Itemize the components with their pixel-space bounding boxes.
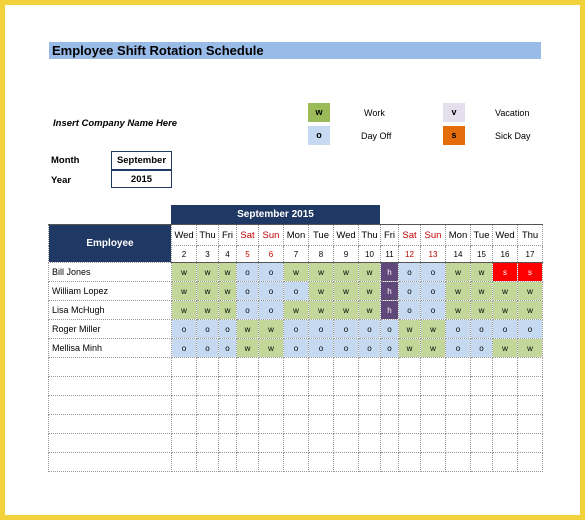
shift-cell[interactable]: o — [446, 339, 471, 358]
empty-cell[interactable] — [49, 358, 172, 377]
shift-cell[interactable]: w — [237, 320, 259, 339]
shift-cell[interactable]: o — [237, 282, 259, 301]
empty-cell[interactable] — [518, 434, 543, 453]
empty-cell[interactable] — [493, 396, 518, 415]
empty-cell[interactable] — [309, 396, 334, 415]
shift-cell[interactable]: o — [237, 301, 259, 320]
empty-cell[interactable] — [446, 434, 471, 453]
shift-cell[interactable]: o — [334, 339, 359, 358]
day-name: Mon — [284, 225, 309, 246]
empty-cell[interactable] — [309, 453, 334, 472]
empty-cell[interactable] — [493, 453, 518, 472]
legend-sick-swatch: s — [443, 126, 465, 145]
shift-cell[interactable]: w — [259, 339, 284, 358]
shift-cell[interactable]: w — [197, 263, 219, 282]
empty-cell[interactable] — [49, 415, 172, 434]
shift-cell[interactable]: o — [359, 320, 381, 339]
day-number: 4 — [219, 246, 237, 263]
day-number: 15 — [471, 246, 493, 263]
empty-cell[interactable] — [381, 377, 399, 396]
day-number: 6 — [259, 246, 284, 263]
day-number: 11 — [381, 246, 399, 263]
empty-cell[interactable] — [381, 415, 399, 434]
employee-row — [49, 320, 543, 339]
empty-cell[interactable] — [381, 434, 399, 453]
day-number: 16 — [493, 246, 518, 263]
shift-cell[interactable]: h — [381, 301, 399, 320]
shift-cell[interactable]: w — [172, 282, 197, 301]
empty-cell[interactable] — [446, 396, 471, 415]
empty-cell[interactable] — [493, 434, 518, 453]
year-label: Year — [51, 175, 72, 186]
empty-row — [49, 396, 543, 415]
empty-cell[interactable] — [284, 358, 309, 377]
empty-cell[interactable] — [359, 434, 381, 453]
empty-cell[interactable] — [259, 434, 284, 453]
empty-cell[interactable] — [518, 415, 543, 434]
shift-cell[interactable]: o — [399, 301, 421, 320]
empty-cell[interactable] — [219, 434, 237, 453]
shift-cell[interactable]: w — [471, 301, 493, 320]
shift-cell[interactable]: o — [421, 282, 446, 301]
empty-cell[interactable] — [446, 377, 471, 396]
legend-dayoff-swatch: o — [308, 126, 330, 145]
year-field[interactable]: 2015 — [111, 170, 172, 188]
empty-cell[interactable] — [381, 453, 399, 472]
empty-cell[interactable] — [334, 396, 359, 415]
empty-cell[interactable] — [237, 453, 259, 472]
empty-cell[interactable] — [49, 377, 172, 396]
day-number: 8 — [309, 246, 334, 263]
empty-cell[interactable] — [421, 396, 446, 415]
empty-cell[interactable] — [399, 358, 421, 377]
employee-name[interactable]: Lisa McHugh — [49, 301, 172, 320]
empty-cell[interactable] — [421, 453, 446, 472]
shift-cell[interactable]: w — [334, 263, 359, 282]
day-name: Sat — [237, 225, 259, 246]
legend-vacation-swatch: v — [443, 103, 465, 122]
empty-cell[interactable] — [518, 396, 543, 415]
shift-cell[interactable]: w — [237, 339, 259, 358]
empty-cell[interactable] — [471, 415, 493, 434]
employee-row — [49, 339, 543, 358]
shift-cell[interactable]: o — [259, 301, 284, 320]
day-name-row — [49, 225, 543, 246]
shift-cell[interactable]: o — [237, 263, 259, 282]
shift-cell[interactable]: o — [399, 282, 421, 301]
shift-cell[interactable]: o — [493, 320, 518, 339]
empty-row — [49, 453, 543, 472]
empty-cell[interactable] — [259, 377, 284, 396]
empty-cell[interactable] — [309, 377, 334, 396]
shift-cell[interactable]: w — [359, 301, 381, 320]
shift-cell[interactable]: w — [421, 339, 446, 358]
day-number: 9 — [334, 246, 359, 263]
empty-cell[interactable] — [421, 434, 446, 453]
shift-cell[interactable]: h — [381, 263, 399, 282]
empty-cell[interactable] — [493, 415, 518, 434]
shift-cell[interactable]: o — [284, 320, 309, 339]
empty-cell[interactable] — [219, 453, 237, 472]
shift-cell[interactable]: o — [219, 339, 237, 358]
shift-cell[interactable]: w — [399, 320, 421, 339]
shift-cell[interactable]: o — [518, 320, 543, 339]
shift-cell[interactable]: w — [219, 301, 237, 320]
day-name: Thu — [359, 225, 381, 246]
employee-header: Employee — [49, 225, 172, 263]
empty-cell[interactable] — [197, 415, 219, 434]
empty-cell[interactable] — [259, 415, 284, 434]
empty-cell[interactable] — [359, 396, 381, 415]
shift-cell[interactable]: h — [381, 282, 399, 301]
empty-cell[interactable] — [359, 358, 381, 377]
empty-row — [49, 434, 543, 453]
empty-cell[interactable] — [334, 415, 359, 434]
empty-cell[interactable] — [219, 377, 237, 396]
day-number: 12 — [399, 246, 421, 263]
shift-cell[interactable]: o — [197, 339, 219, 358]
employee-name[interactable]: William Lopez — [49, 282, 172, 301]
shift-cell[interactable]: w — [284, 263, 309, 282]
shift-cell[interactable]: o — [471, 320, 493, 339]
empty-cell[interactable] — [49, 396, 172, 415]
shift-cell[interactable]: w — [172, 263, 197, 282]
day-name: Sun — [259, 225, 284, 246]
empty-cell[interactable] — [446, 358, 471, 377]
empty-cell[interactable] — [172, 415, 197, 434]
empty-cell[interactable] — [359, 415, 381, 434]
day-name: Wed — [334, 225, 359, 246]
empty-cell[interactable] — [471, 358, 493, 377]
empty-cell[interactable] — [219, 415, 237, 434]
company-name-placeholder[interactable]: Insert Company Name Here — [53, 118, 178, 129]
empty-row — [49, 358, 543, 377]
month-label: Month — [51, 155, 80, 166]
empty-cell[interactable] — [493, 377, 518, 396]
empty-cell[interactable] — [259, 396, 284, 415]
empty-cell[interactable] — [446, 415, 471, 434]
empty-cell[interactable] — [49, 453, 172, 472]
period-header: September 2015 — [171, 205, 380, 224]
spreadsheet-page — [5, 5, 580, 515]
shift-cell[interactable]: w — [518, 339, 543, 358]
empty-cell[interactable] — [518, 453, 543, 472]
day-name: Sat — [399, 225, 421, 246]
shift-cell[interactable]: o — [359, 339, 381, 358]
empty-cell[interactable] — [237, 434, 259, 453]
day-name: Tue — [309, 225, 334, 246]
empty-cell[interactable] — [359, 453, 381, 472]
shift-cell[interactable]: w — [493, 339, 518, 358]
empty-cell[interactable] — [493, 358, 518, 377]
shift-cell[interactable]: w — [197, 301, 219, 320]
day-name: Fri — [381, 225, 399, 246]
shift-cell[interactable]: o — [172, 339, 197, 358]
empty-cell[interactable] — [359, 377, 381, 396]
shift-cell[interactable]: w — [518, 301, 543, 320]
empty-cell[interactable] — [237, 396, 259, 415]
day-name: Sun — [421, 225, 446, 246]
shift-cell[interactable]: w — [197, 282, 219, 301]
shift-cell[interactable]: o — [421, 263, 446, 282]
shift-cell[interactable]: w — [334, 282, 359, 301]
empty-cell[interactable] — [334, 377, 359, 396]
empty-cell[interactable] — [446, 453, 471, 472]
empty-cell[interactable] — [421, 358, 446, 377]
empty-cell[interactable] — [309, 434, 334, 453]
day-number: 10 — [359, 246, 381, 263]
empty-cell[interactable] — [334, 453, 359, 472]
day-number: 13 — [421, 246, 446, 263]
shift-cell[interactable]: w — [334, 301, 359, 320]
shift-cell[interactable]: o — [381, 320, 399, 339]
legend-work-label: Work — [364, 108, 385, 118]
employee-row — [49, 301, 543, 320]
shift-cell[interactable]: w — [471, 263, 493, 282]
empty-cell[interactable] — [518, 358, 543, 377]
empty-cell[interactable] — [399, 396, 421, 415]
empty-cell[interactable] — [421, 415, 446, 434]
empty-cell[interactable] — [197, 453, 219, 472]
empty-cell[interactable] — [421, 377, 446, 396]
empty-cell[interactable] — [237, 377, 259, 396]
empty-cell[interactable] — [172, 453, 197, 472]
employee-row — [49, 263, 543, 282]
shift-cell[interactable]: o — [259, 263, 284, 282]
shift-cell[interactable]: o — [381, 339, 399, 358]
empty-cell[interactable] — [381, 396, 399, 415]
legend-dayoff-label: Day Off — [361, 131, 392, 141]
empty-row — [49, 377, 543, 396]
legend-sick-label: Sick Day — [495, 131, 531, 141]
empty-cell[interactable] — [399, 434, 421, 453]
empty-cell[interactable] — [399, 415, 421, 434]
empty-cell[interactable] — [259, 453, 284, 472]
shift-cell[interactable]: o — [259, 282, 284, 301]
empty-cell[interactable] — [284, 415, 309, 434]
day-name: Tue — [471, 225, 493, 246]
empty-cell[interactable] — [284, 453, 309, 472]
shift-cell[interactable]: w — [446, 301, 471, 320]
shift-cell[interactable]: o — [471, 339, 493, 358]
shift-cell[interactable]: o — [219, 320, 237, 339]
shift-cell[interactable]: w — [309, 301, 334, 320]
day-name: Wed — [493, 225, 518, 246]
day-name: Fri — [219, 225, 237, 246]
day-number: 7 — [284, 246, 309, 263]
shift-cell[interactable]: o — [334, 320, 359, 339]
empty-cell[interactable] — [399, 377, 421, 396]
empty-cell[interactable] — [197, 377, 219, 396]
shift-cell[interactable]: o — [172, 320, 197, 339]
shift-cell[interactable]: o — [421, 301, 446, 320]
empty-cell[interactable] — [172, 434, 197, 453]
shift-cell[interactable]: w — [284, 301, 309, 320]
empty-cell[interactable] — [399, 453, 421, 472]
empty-cell[interactable] — [309, 358, 334, 377]
shift-cell[interactable]: w — [309, 263, 334, 282]
empty-cell[interactable] — [471, 396, 493, 415]
empty-cell[interactable] — [172, 377, 197, 396]
empty-cell[interactable] — [172, 358, 197, 377]
shift-cell[interactable]: w — [172, 301, 197, 320]
shift-cell[interactable]: o — [284, 282, 309, 301]
shift-cell[interactable]: w — [259, 320, 284, 339]
empty-cell[interactable] — [381, 358, 399, 377]
employee-row — [49, 282, 543, 301]
shift-cell[interactable]: w — [359, 282, 381, 301]
shift-cell[interactable]: w — [219, 263, 237, 282]
schedule-title: Employee Shift Rotation Schedule — [49, 42, 541, 59]
day-number: 3 — [197, 246, 219, 263]
shift-cell[interactable]: o — [399, 263, 421, 282]
shift-cell[interactable]: w — [493, 282, 518, 301]
empty-cell[interactable] — [284, 396, 309, 415]
empty-cell[interactable] — [259, 358, 284, 377]
employee-name[interactable]: Bill Jones — [49, 263, 172, 282]
shift-cell[interactable]: w — [399, 339, 421, 358]
shift-cell[interactable]: w — [446, 282, 471, 301]
empty-cell[interactable] — [309, 415, 334, 434]
shift-cell[interactable]: w — [493, 301, 518, 320]
empty-row — [49, 415, 543, 434]
empty-cell[interactable] — [471, 377, 493, 396]
empty-cell[interactable] — [284, 377, 309, 396]
month-field[interactable]: September — [111, 151, 172, 170]
employee-name[interactable]: Mellisa Minh — [49, 339, 172, 358]
empty-cell[interactable] — [334, 358, 359, 377]
empty-cell[interactable] — [172, 396, 197, 415]
day-name: Wed — [172, 225, 197, 246]
empty-cell[interactable] — [284, 434, 309, 453]
shift-cell[interactable]: o — [446, 320, 471, 339]
shift-cell[interactable]: o — [284, 339, 309, 358]
legend-vacation-label: Vacation — [495, 108, 530, 118]
empty-cell[interactable] — [518, 377, 543, 396]
shift-cell[interactable]: w — [219, 282, 237, 301]
empty-cell[interactable] — [219, 396, 237, 415]
shift-cell[interactable]: s — [493, 263, 518, 282]
empty-cell[interactable] — [471, 453, 493, 472]
empty-cell[interactable] — [237, 358, 259, 377]
shift-cell[interactable]: s — [518, 263, 543, 282]
shift-cell[interactable]: o — [309, 320, 334, 339]
shift-cell[interactable]: o — [309, 339, 334, 358]
shift-cell[interactable]: w — [471, 282, 493, 301]
day-number: 5 — [237, 246, 259, 263]
empty-cell[interactable] — [49, 434, 172, 453]
day-number: 2 — [172, 246, 197, 263]
shift-cell[interactable]: w — [446, 263, 471, 282]
shift-cell[interactable]: w — [421, 320, 446, 339]
day-name: Thu — [197, 225, 219, 246]
empty-cell[interactable] — [471, 434, 493, 453]
shift-cell[interactable]: w — [518, 282, 543, 301]
shift-cell[interactable]: w — [359, 263, 381, 282]
empty-cell[interactable] — [197, 434, 219, 453]
day-number: 17 — [518, 246, 543, 263]
day-name: Mon — [446, 225, 471, 246]
empty-cell[interactable] — [237, 415, 259, 434]
empty-cell[interactable] — [219, 358, 237, 377]
day-name: Thu — [518, 225, 543, 246]
empty-cell[interactable] — [197, 396, 219, 415]
shift-grid — [48, 224, 543, 472]
legend-work-swatch: w — [308, 103, 330, 122]
shift-cell[interactable]: o — [197, 320, 219, 339]
day-number: 14 — [446, 246, 471, 263]
empty-cell[interactable] — [197, 358, 219, 377]
shift-cell[interactable]: w — [309, 282, 334, 301]
employee-name[interactable]: Roger Miller — [49, 320, 172, 339]
empty-cell[interactable] — [334, 434, 359, 453]
